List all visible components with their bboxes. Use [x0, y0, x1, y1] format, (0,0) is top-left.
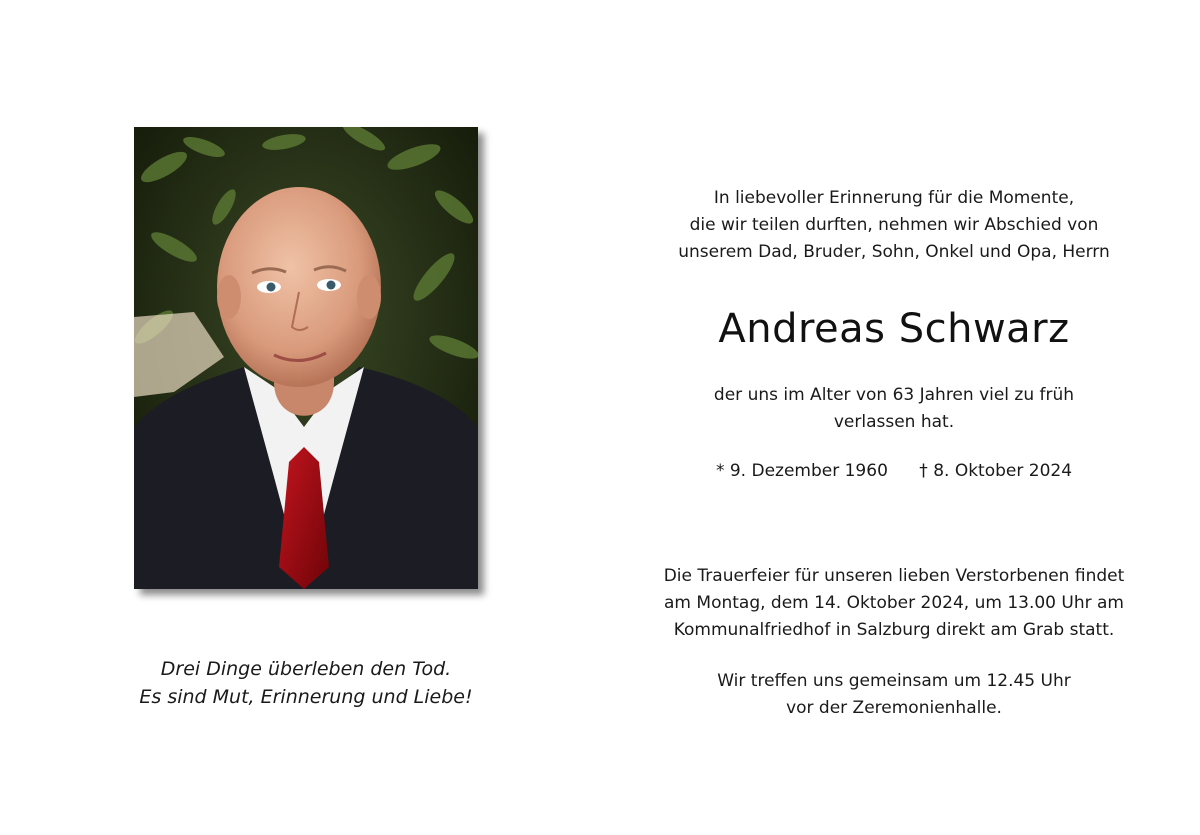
intro-line-1: In liebevoller Erinnerung für die Momente,: [713, 188, 1075, 208]
intro-text: [620, 185, 1168, 266]
portrait-photo: [134, 127, 478, 589]
meeting-line-2: vor der Zeremonienhalle.: [786, 698, 1002, 718]
memorial-quote: [120, 655, 492, 711]
intro-line-2: die wir teilen durften, nehmen wir Abschied von: [689, 215, 1099, 235]
death-date: † 8. Oktober 2024: [919, 461, 1073, 481]
age-line-2: verlassen hat.: [833, 412, 955, 432]
quote-line-2: Es sind Mut, Erinnerung und Liebe!: [139, 686, 473, 708]
age-text: [620, 382, 1168, 436]
meeting-text: [620, 668, 1168, 722]
age-line-1: der uns im Alter von 63 Jahren viel zu früh: [713, 385, 1075, 405]
service-line-3: Kommunalfriedhof in Salzburg direkt am Grab statt.: [673, 620, 1115, 640]
life-dates: [620, 458, 1168, 485]
deceased-name: Andreas Schwarz: [718, 306, 1070, 352]
intro-line-3: unserem Dad, Bruder, Sohn, Onkel und Opa, Herrn: [678, 242, 1110, 262]
service-line-2: am Montag, dem 14. Oktober 2024, um 13.00 Uhr am: [664, 593, 1124, 613]
portrait-image: [134, 127, 478, 589]
service-line-1: Die Trauerfeier für unseren lieben Verstorbenen findet: [663, 566, 1125, 586]
quote-line-1: Drei Dinge überleben den Tod.: [160, 658, 452, 680]
funeral-service-text: [620, 563, 1168, 644]
meeting-line-1: Wir treffen uns gemeinsam um 12.45 Uhr: [717, 671, 1071, 691]
birth-date: * 9. Dezember 1960: [715, 461, 888, 481]
